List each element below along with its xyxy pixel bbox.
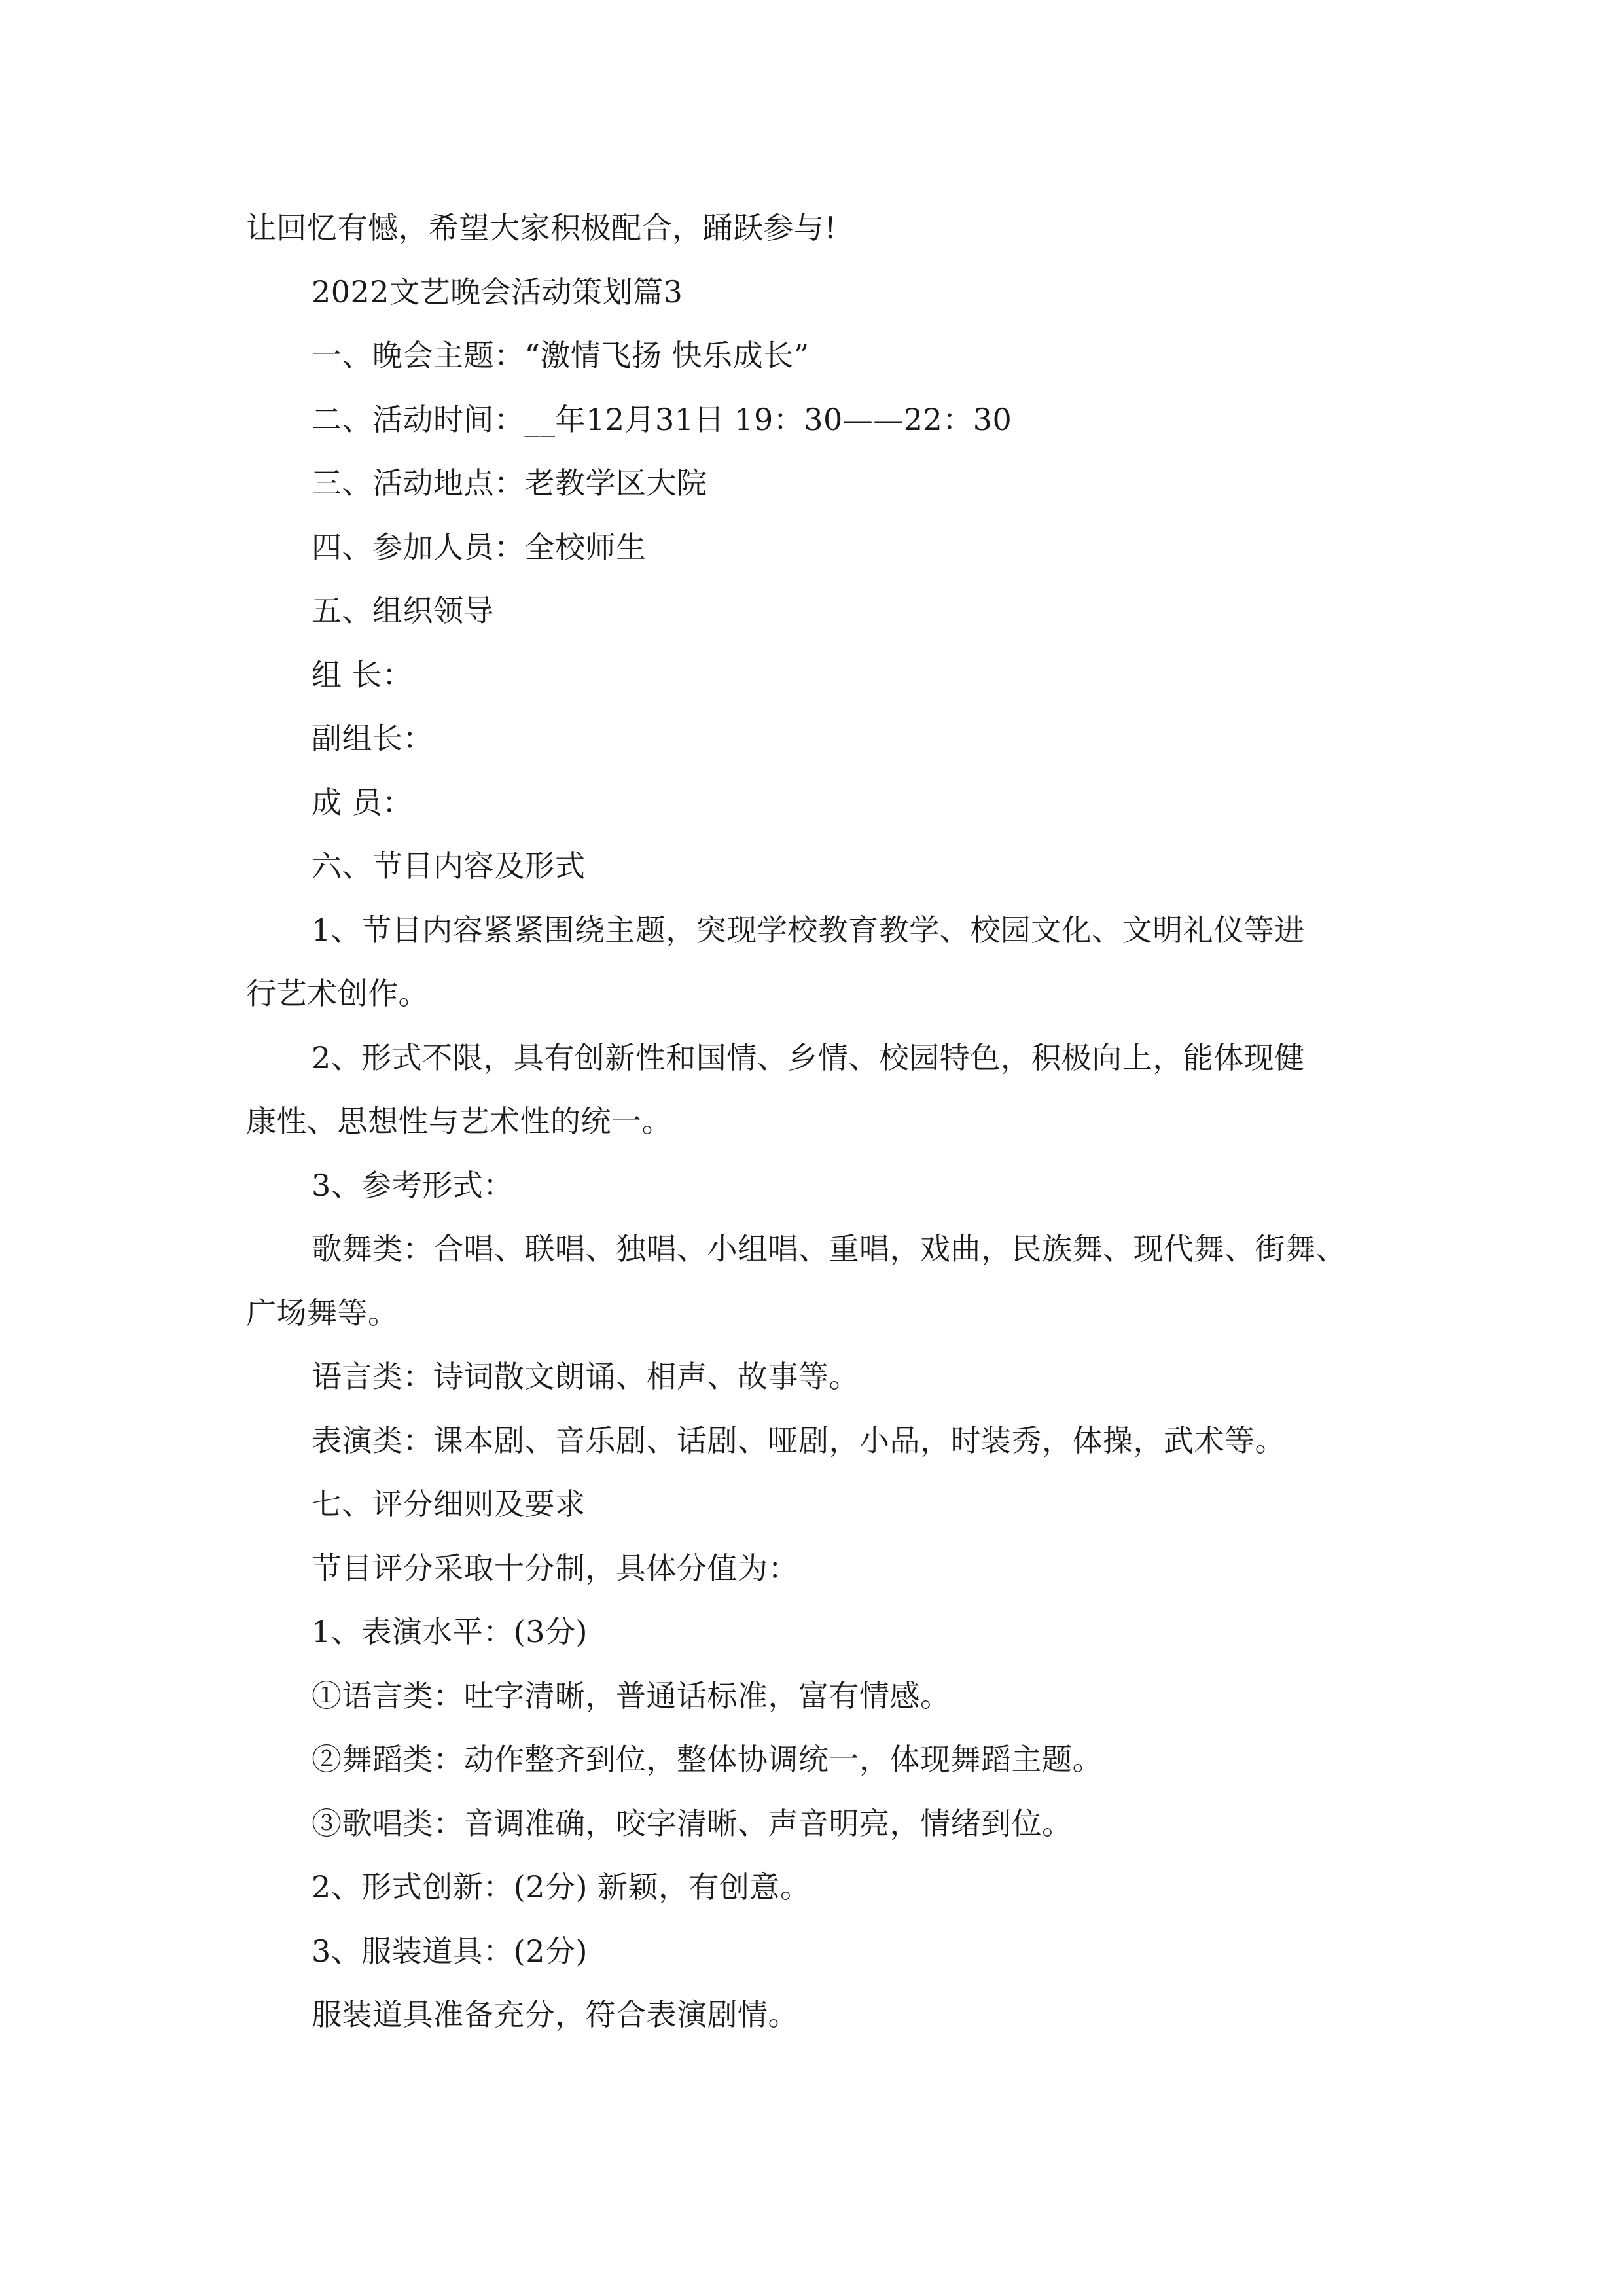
text-line: ③歌唱类：音调准确，咬字清晰、声音明亮，情绪到位。 xyxy=(312,1805,1073,1841)
text-line: 五、组织领导 xyxy=(312,593,494,628)
text-line: 七、评分细则及要求 xyxy=(312,1486,586,1522)
text-line: 2、形式不限，具有创新性和国情、乡情、校园特色，积极向上，能体现健 xyxy=(312,1039,1305,1075)
text-line: 表演类：课本剧、音乐剧、话剧、哑剧，小品，时装秀，体操，武术等。 xyxy=(312,1422,1285,1458)
text-line: 1、节目内容紧紧围绕主题，突现学校教育教学、校园文化、文明礼仪等进 xyxy=(312,912,1305,948)
text-line: 节目评分采取十分制，具体分值为： xyxy=(312,1550,798,1586)
section-title: 2022文艺晚会活动策划篇3 xyxy=(312,274,683,310)
text-line: 二、活动时间：__年12月31日 19：30——22：30 xyxy=(312,401,1012,437)
text-line: ②舞蹈类：动作整齐到位，整体协调统一，体现舞蹈主题。 xyxy=(312,1742,1103,1777)
text-line: 广场舞等。 xyxy=(246,1295,399,1331)
text-line: 服装道具准备充分，符合表演剧情。 xyxy=(312,1997,798,2032)
text-line: 3、服装道具：(2分) xyxy=(312,1933,588,1969)
text-line: 3、参考形式： xyxy=(312,1167,514,1203)
text-line: 行艺术创作。 xyxy=(246,976,429,1011)
text-line: 语言类：诗词散文朗诵、相声、故事等。 xyxy=(312,1359,859,1394)
text-line: 副组长： xyxy=(312,721,433,756)
text-line: 组 长： xyxy=(312,656,413,692)
text-line: ①语言类：吐字清晰，普通话标准，富有情感。 xyxy=(312,1677,951,1713)
text-line: 1、表演水平：(3分) xyxy=(312,1614,588,1649)
text-line: 成 员： xyxy=(312,784,413,820)
text-line: 一、晚会主题：“激情飞扬 快乐成长” xyxy=(312,338,810,373)
text-line: 2、形式创新：(2分) 新颖，有创意。 xyxy=(312,1869,811,1905)
text-line: 康性、思想性与艺术性的统一。 xyxy=(246,1103,672,1139)
text-line: 歌舞类：合唱、联唱、独唱、小组唱、重唱，戏曲，民族舞、现代舞、街舞、 xyxy=(312,1231,1346,1266)
text-line: 四、参加人员：全校师生 xyxy=(312,529,647,565)
text-line: 让回忆有憾，希望大家积极配合，踊跃参与! xyxy=(246,210,837,245)
text-line: 六、节目内容及形式 xyxy=(312,848,586,884)
document-body xyxy=(246,196,1382,2047)
text-line: 三、活动地点：老教学区大院 xyxy=(312,465,707,501)
